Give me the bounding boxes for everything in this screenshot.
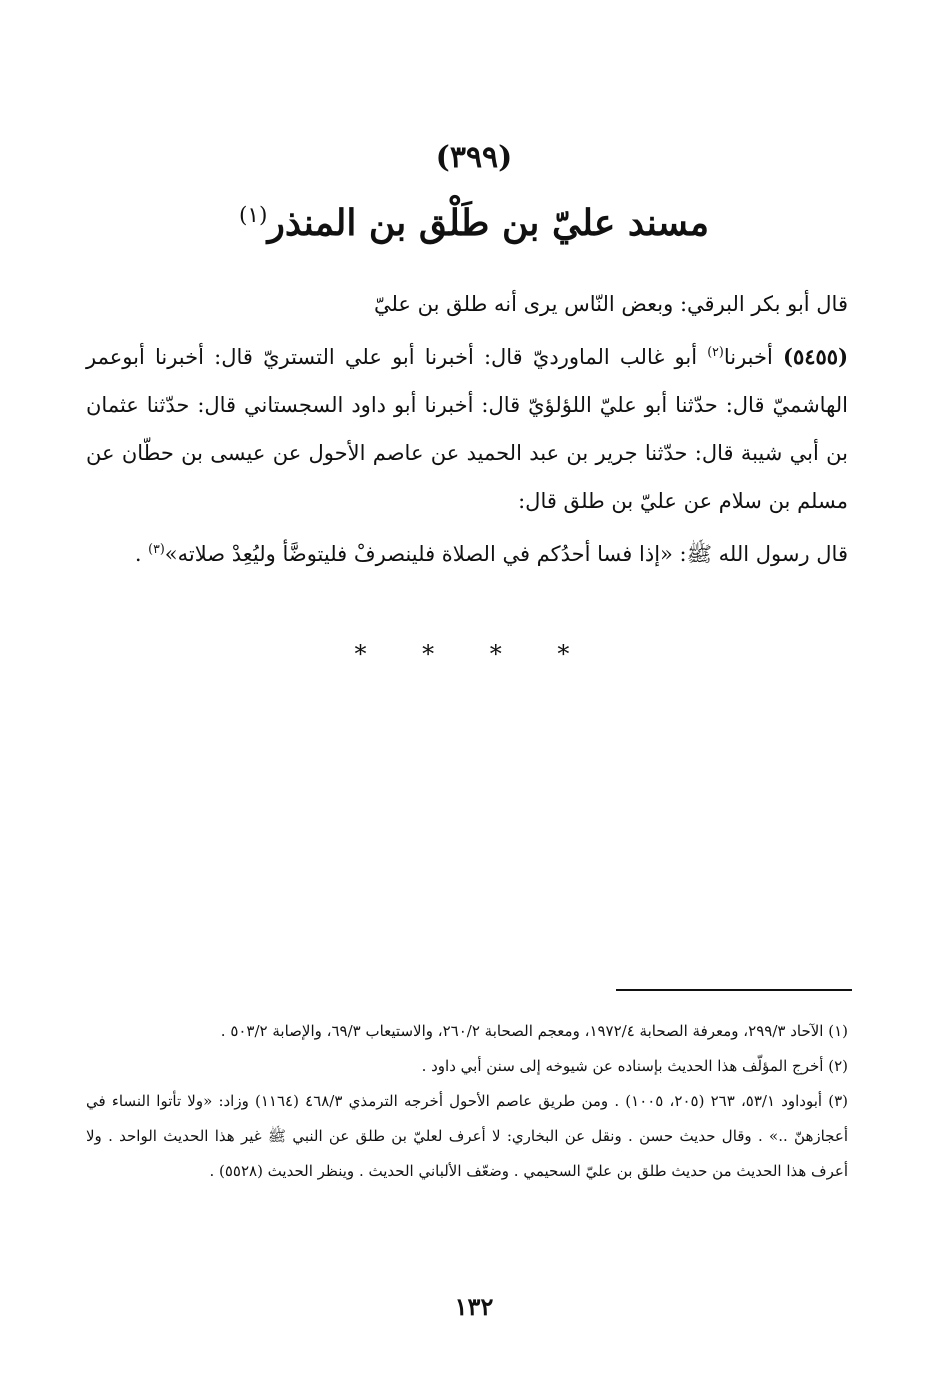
footnote-label: (١): [828, 1022, 848, 1040]
isnad-paragraph: [86, 328, 848, 525]
matn-end: .: [134, 542, 149, 566]
matn-text: قال رسول الله ﷺ: «إذا فسا أحدُكم في الصلاة فلينصرفْ فليتوضَّأ وليُعِدْ صلاته»: [164, 542, 848, 566]
chapter-title: [0, 202, 948, 244]
isnad-text-start: أخبرنا: [723, 345, 783, 369]
footnote-divider: [616, 989, 852, 991]
section-separator: * * * *: [354, 640, 594, 668]
isnad-text: أبو غالب الماورديّ قال: أخبرنا أبو علي التستريّ قال: أخبرنا أبوعمر الهاشميّ قال: حدّثنا أبو عليّ اللؤلؤيّ قال: أخبرنا أبو داود السجستاني قال: حدّثنا عثمان بن أبي شيبة قال: حدّثنا جرير بن عبد الحميد عن عاصم الأحول عن عيسى بن حطّان عن مسلم بن سلام عن عليّ بن طلق قال:: [86, 345, 848, 513]
isnad-footnote-ref: (٢): [707, 344, 724, 359]
hadith-id: (٥٤٥٥): [783, 344, 848, 369]
footnotes: [86, 1014, 848, 1189]
footnote-text: أخرج المؤلّف هذا الحديث بإسناده عن شيوخه إلى سنن أبي داود .: [421, 1057, 829, 1075]
footnote-item: [86, 1084, 848, 1189]
main-text: [86, 280, 848, 578]
chapter-title-text: مسند عليّ بن طَلْق بن المنذر: [267, 202, 710, 244]
hadith-number-heading: (٣٩٩): [435, 140, 513, 175]
footnote-text: الآحاد ٢٩٩/٣، ومعرفة الصحابة ١٩٧٢/٤، ومعجم الصحابة ٢٦٠/٢، والاستيعاب ٦٩/٣، والإصابة ٥٠٣/٢ .: [220, 1022, 829, 1040]
matn-footnote-ref: (٣): [148, 541, 165, 556]
footnote-label: (٣): [828, 1092, 849, 1110]
footnote-label: (٢): [828, 1057, 848, 1075]
footnote-item: [86, 1014, 848, 1049]
matn-paragraph: [86, 525, 848, 578]
page-number: ١٣٢: [454, 1292, 494, 1321]
intro-paragraph: قال أبو بكر البرقي: وبعض النّاس يرى أنه طلق بن عليّ: [373, 292, 848, 316]
footnote-text: أبوداود ٥٣/١، ٢٦٣ (٢٠٥، ١٠٠٥) . ومن طريق عاصم الأحول أخرجه الترمذي ٤٦٨/٣ (١١٦٤) وزاد: «ولا تأتوا النساء في أعجازهنّ ..» . وقال حديث حسن . ونقل عن البخاري: لا أعرف لعليّ بن طلق عن النبي ﷺ غير هذا الحديث الواحد . ولا أعرف هذا الحديث من حديث طلق بن عليّ السحيمي . وضعّف الألباني الحديث . وينظر الحديث (٥٥٢٨) .: [86, 1092, 848, 1180]
footnote-item: [86, 1049, 848, 1084]
chapter-title-footnote-ref: (١): [238, 203, 268, 228]
